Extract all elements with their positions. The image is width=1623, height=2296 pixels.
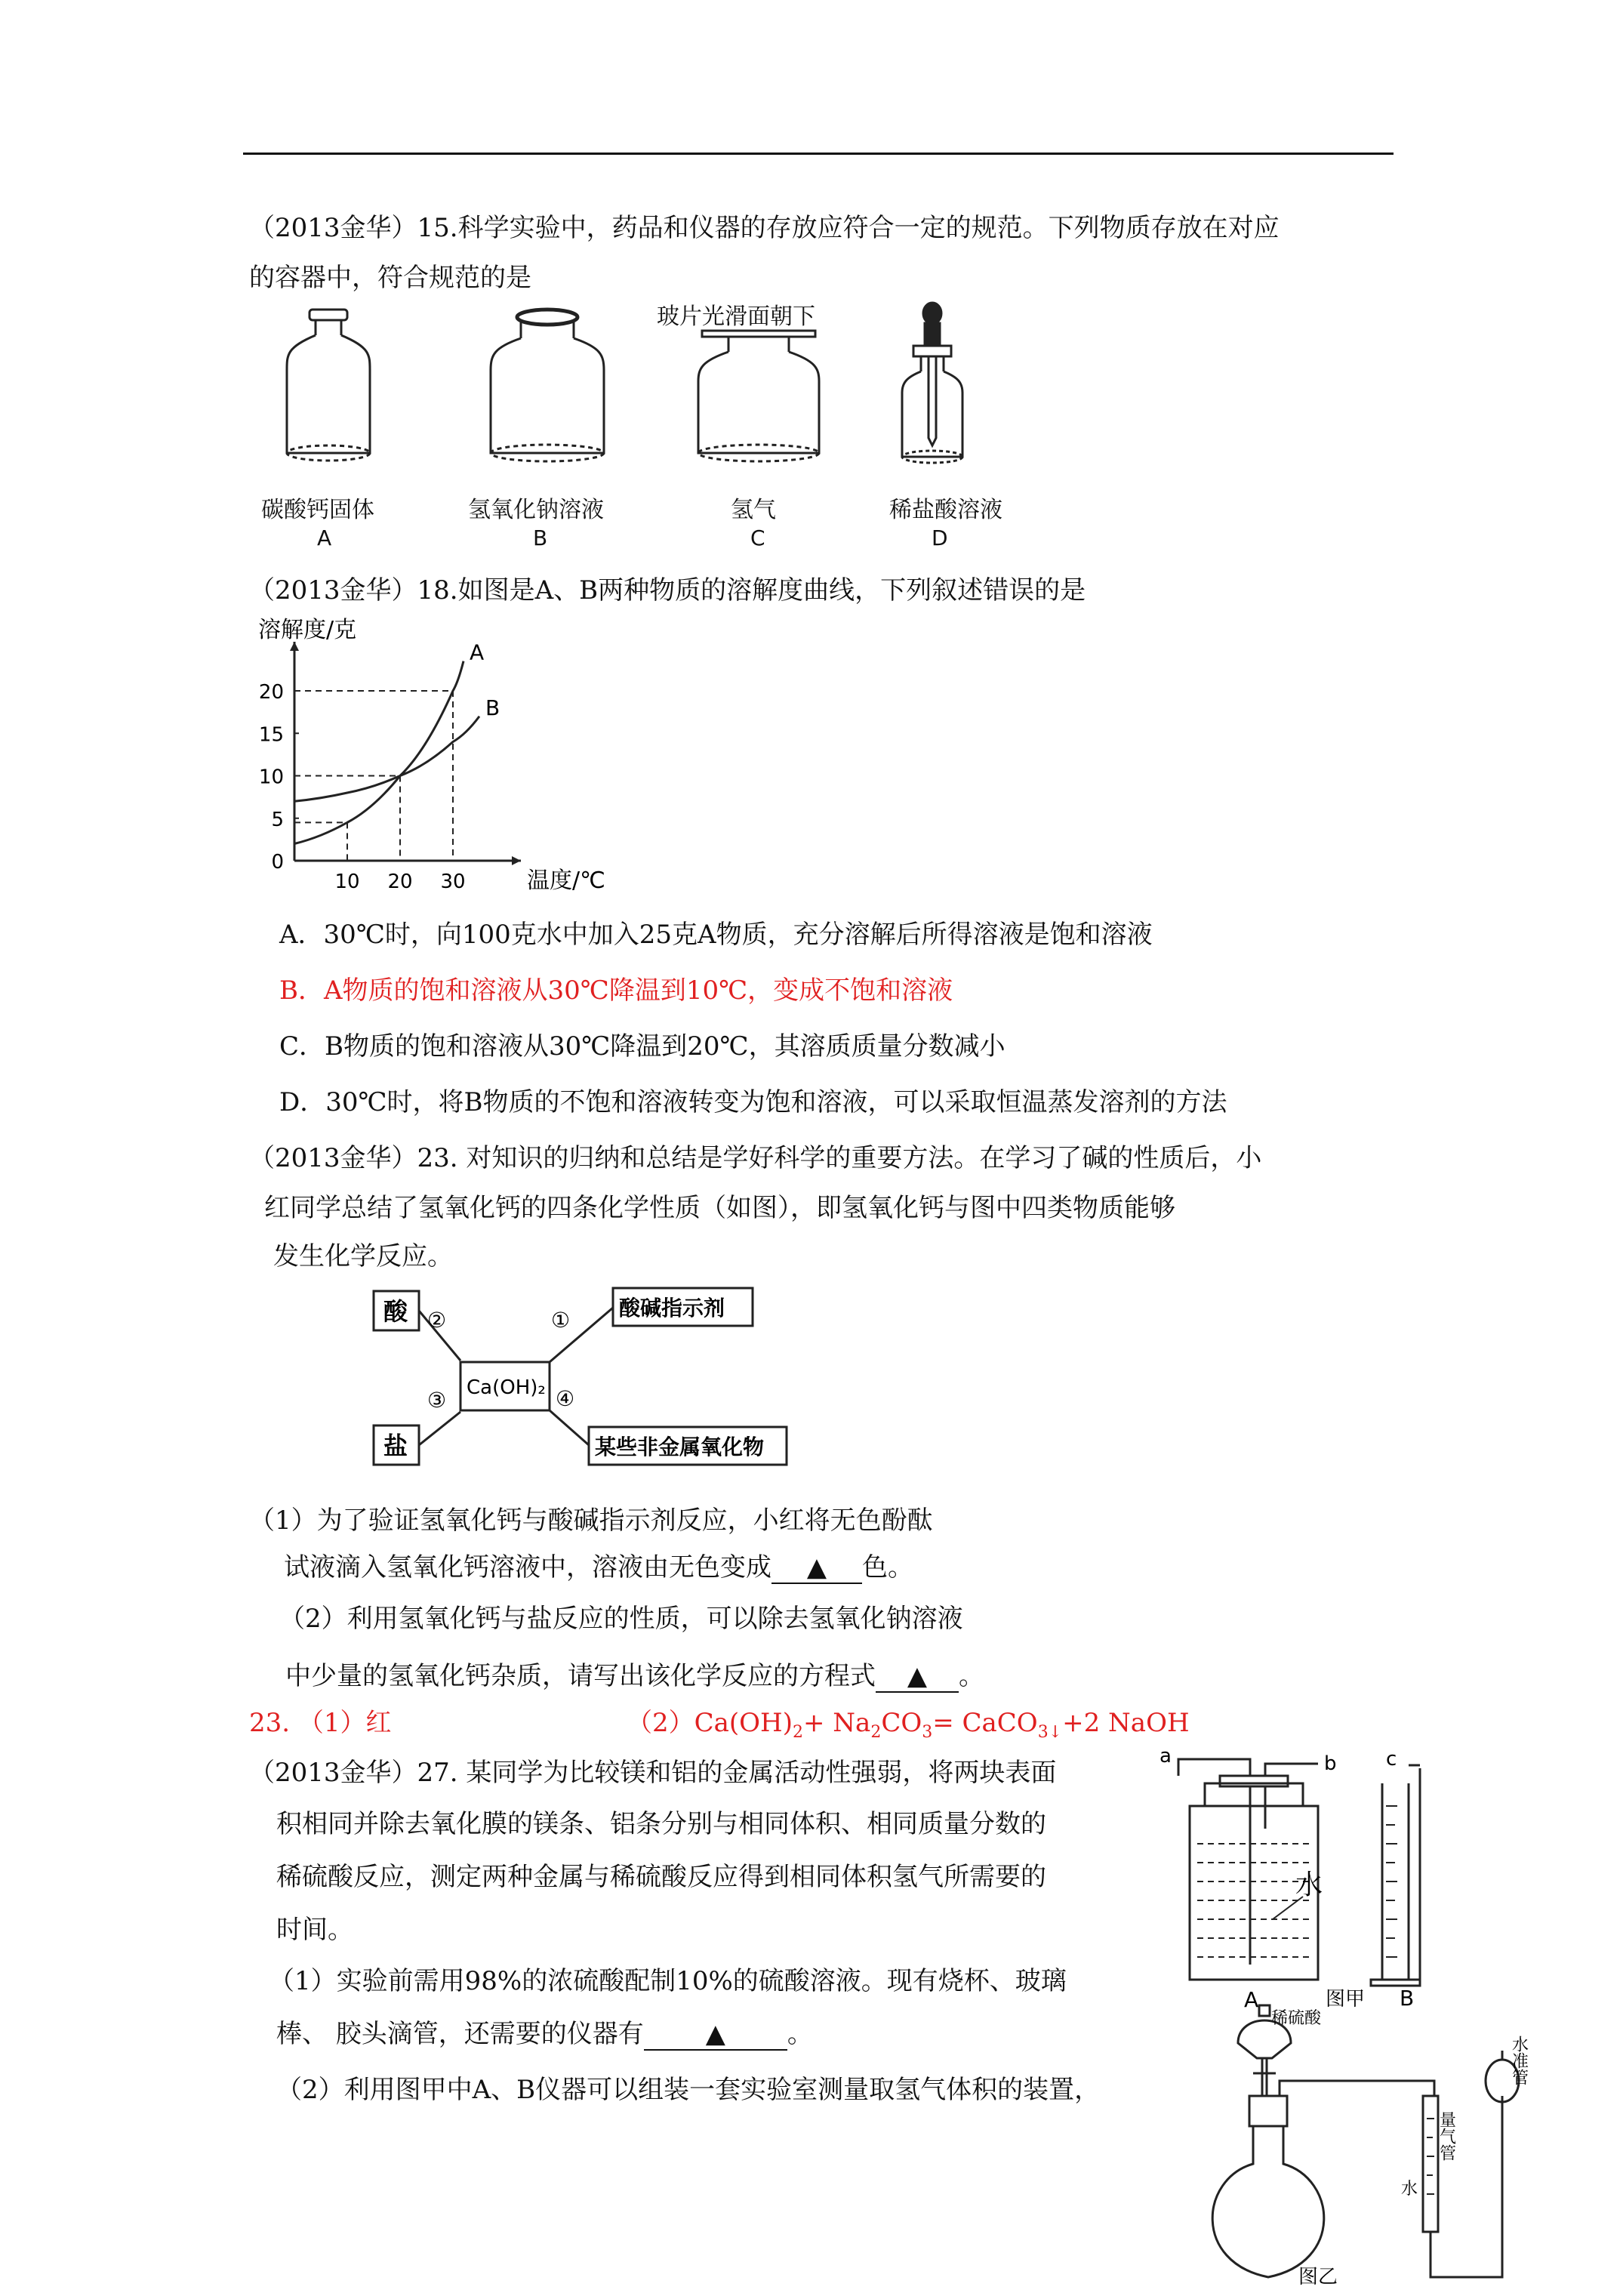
x-axis-arrow <box>512 856 521 865</box>
q23-blank-2[interactable] <box>876 1661 959 1693</box>
bottle-a-letter: A <box>317 525 332 550</box>
q23-line2: 红同学总结了氢氧化钙的四条化学性质（如图），即氢氧化钙与图中四类物质能够 <box>264 1193 1175 1223</box>
fig-jia-c: c <box>1386 1748 1397 1771</box>
bottle-a-label: 碳酸钙固体 <box>261 497 374 523</box>
bottle-b-icon <box>491 310 604 461</box>
q27-blank-mark: ▲ <box>705 2019 725 2049</box>
acid-label: 酸 <box>383 1297 408 1326</box>
fig-yi-level-label <box>1510 2036 1529 2085</box>
num-3: ③ <box>427 1388 447 1413</box>
bottle-b-label: 氢氧化钠溶液 <box>468 497 604 523</box>
eq-sub-2: 2 <box>870 1722 882 1742</box>
q23-sub1-a: （1）为了验证氢氧化钙与酸碱指示剂反应，小红将无色酚酞 <box>249 1505 933 1536</box>
fig-jia-a: a <box>1160 1745 1172 1767</box>
q23-line1: （2013金华）23. 对知识的归纳和总结是学好科学的重要方法。在学习了碱的性质后，小 <box>249 1143 1262 1173</box>
blank-1-mark: ▲ <box>806 1552 827 1583</box>
num-2: ② <box>427 1308 447 1333</box>
bottle-c-label: 氢气 <box>731 497 776 523</box>
bottle-d-icon <box>902 303 962 463</box>
q27-line6-a: 棒、 胶头滴管，还需要的仪器有 <box>276 2019 644 2049</box>
eq-part-2: + Na <box>802 1708 871 1738</box>
q18-option-a: A．30℃时，向100克水中加入25克A物质，充分溶解后所得溶液是饱和溶液 <box>279 920 1153 950</box>
q27-line3: 稀硫酸反应，测定两种金属与稀硫酸反应得到相同体积氢气所需要的 <box>276 1862 1046 1892</box>
fig-jia-water: 水 <box>1295 1869 1323 1900</box>
q23-sub1-c: 色。 <box>862 1552 913 1583</box>
q18-option-c: C．B物质的饱和溶液从30℃降温到20℃，其溶质质量分数减小 <box>279 1031 1006 1062</box>
q18-option-b: B．A物质的饱和溶液从30℃降温到10℃，变成不饱和溶液 <box>279 975 953 1006</box>
bottle-a-icon <box>287 310 370 461</box>
eq-part-4: = CaCO <box>932 1708 1038 1738</box>
eq-sub-4: 3↓ <box>1037 1722 1063 1742</box>
eq-part-5: +2 NaOH <box>1062 1708 1190 1738</box>
fig-jia-B: B <box>1400 1986 1415 2011</box>
y-axis-label: 溶解度/克 <box>258 617 357 643</box>
bottle-c-letter: C <box>750 525 765 550</box>
fig-yi-water: 水 <box>1401 2180 1418 2199</box>
bottle-d-letter: D <box>932 525 948 550</box>
blank-2-mark: ▲ <box>907 1661 928 1691</box>
q27-line7: （2）利用图甲中A、B仪器可以组装一套实验室测量取氢气体积的装置， <box>276 2075 1101 2105</box>
series-line-A <box>294 661 463 844</box>
q23-sub2-c: 。 <box>959 1661 984 1691</box>
svg-text:水准管: 水准管 <box>1509 2036 1529 2085</box>
q27-line6-b: 。 <box>787 2019 813 2049</box>
q18-option-d: D．30℃时，将B物质的不饱和溶液转变为饱和溶液，可以采取恒温蒸发溶剂的方法 <box>279 1087 1227 1117</box>
num-4: ④ <box>556 1386 575 1411</box>
fig-jia-caption: 图甲 <box>1326 1988 1366 2011</box>
fig-yi-acid: 稀硫酸 <box>1271 2009 1322 2028</box>
q23-sub1-b: 试液滴入氢氧化钙溶液中，溶液由无色变成 <box>284 1552 771 1583</box>
series-line-B <box>294 717 479 802</box>
x-tick-label: 10 <box>334 871 360 893</box>
q27-line6-row <box>276 2019 813 2051</box>
svg-text:量气管: 量气管 <box>1437 2111 1456 2161</box>
series-label-B: B <box>485 695 500 720</box>
solubility-chart <box>249 617 605 894</box>
eq-sub-3: 3 <box>922 1722 933 1742</box>
q27-line2: 积相同并除去氧化膜的镁条、铝条分别与相同体积、相同质量分数的 <box>276 1809 1046 1839</box>
q23-line3: 发生化学反应。 <box>273 1241 453 1271</box>
fig-jia-b: b <box>1324 1752 1337 1775</box>
q23-sub1-b-row <box>284 1552 913 1584</box>
q23-answer-num: 23. （1）红 <box>249 1708 392 1738</box>
y-tick-label: 5 <box>271 808 284 831</box>
num-1: ① <box>551 1308 571 1333</box>
x-axis-label: 温度/℃ <box>527 868 605 894</box>
bottle-c-icon <box>698 331 819 461</box>
q23-answer-eq <box>627 1708 1190 1748</box>
eq-sub-1: 2 <box>792 1722 803 1742</box>
fig-yi-caption: 图乙 <box>1298 2266 1338 2288</box>
x-tick-label: 30 <box>440 871 466 893</box>
figure-jia <box>1160 1745 1461 2012</box>
caoh2-diagram <box>370 1285 793 1489</box>
q23-sub2-b: 中少量的氢氧化钙杂质，请写出该化学反应的方程式 <box>285 1661 876 1691</box>
fig-yi-burette-label <box>1437 2111 1456 2161</box>
q27-line1: （2013金华）27. 某同学为比较镁和铝的金属活动性强弱，将两块表面 <box>249 1758 1057 1788</box>
q27-line5: （1）实验前需用98%的浓硫酸配制10%的硫酸溶液。现有烧杯、玻璃 <box>269 1966 1067 1996</box>
eq-part-3: CO <box>881 1708 922 1738</box>
header-rule <box>243 153 1394 155</box>
bottle-b-letter: B <box>533 525 548 550</box>
q15-top-note: 玻片光滑面朝下 <box>657 304 815 330</box>
q23-sub2-b-row <box>285 1661 984 1693</box>
bottle-d-label: 稀盐酸溶液 <box>889 497 1002 523</box>
y-tick-label: 0 <box>271 851 284 874</box>
q15-bottles-figure <box>257 302 1087 483</box>
figure-yi <box>1178 1998 1529 2288</box>
q23-sub2-a: （2）利用氢氧化钙与盐反应的性质，可以除去氢氧化钠溶液 <box>279 1604 963 1634</box>
y-tick-label: 10 <box>258 766 284 789</box>
y-tick-label: 15 <box>258 723 284 747</box>
q18-stem: （2013金华）18.如图是A、B两种物质的溶解度曲线，下列叙述错误的是 <box>249 575 1086 606</box>
salt-label: 盐 <box>383 1432 408 1460</box>
q27-blank[interactable] <box>644 2019 787 2051</box>
center-label: Ca(OH)₂ <box>467 1376 546 1399</box>
q15-line2: 的容器中，符合规范的是 <box>249 263 531 293</box>
q15-line1: （2013金华）15.科学实验中，药品和仪器的存放应符合一定的规范。下列物质存放在对应 <box>249 213 1280 243</box>
indicator-label: 酸碱指示剂 <box>619 1296 725 1321</box>
x-tick-label: 20 <box>387 871 413 893</box>
eq-part-1: （2）Ca(OH) <box>627 1708 793 1738</box>
oxide-label: 某些非金属氧化物 <box>595 1435 765 1459</box>
fig-jia-A: A <box>1244 1987 1259 2012</box>
y-tick-label: 20 <box>258 681 284 704</box>
series-label-A: A <box>470 639 485 665</box>
q23-blank-1[interactable] <box>771 1552 862 1584</box>
q27-line4: 时间。 <box>276 1915 353 1945</box>
